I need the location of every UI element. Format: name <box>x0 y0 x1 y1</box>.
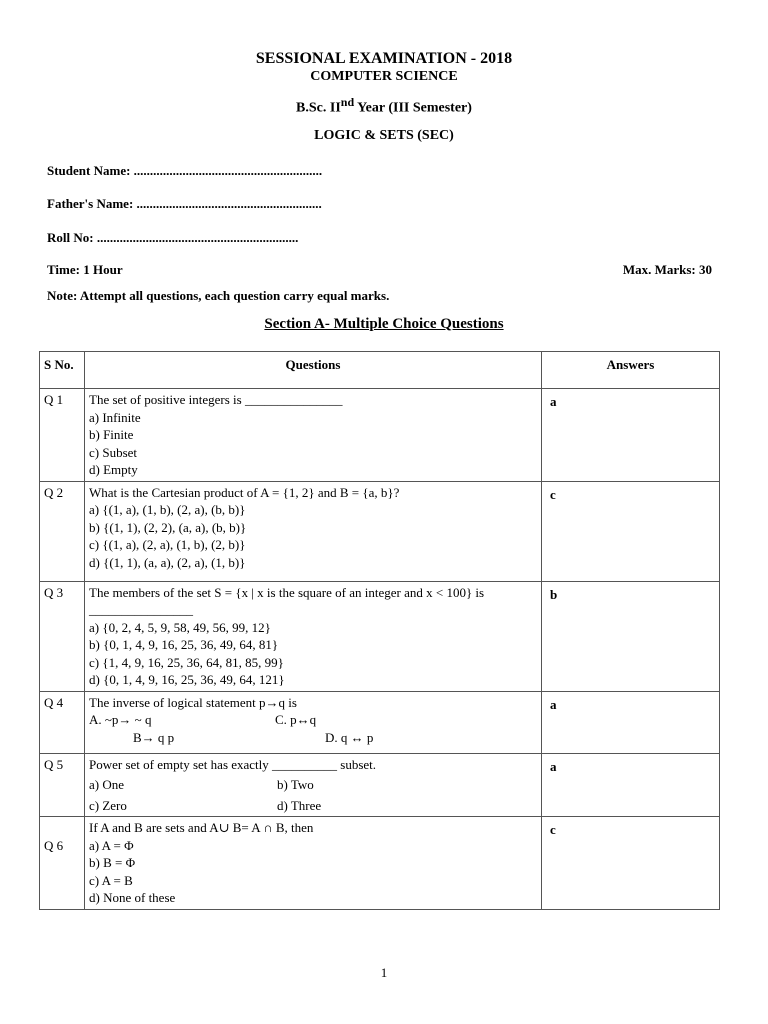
time-field: Time: 1 Hour <box>47 262 123 277</box>
question-number: Q 3 <box>40 581 85 691</box>
option: A. ~p→ ~ q <box>89 712 152 727</box>
question-body <box>85 481 542 581</box>
roll-no-field: Roll No: .............................................................. <box>47 230 299 245</box>
option: d) {0, 1, 4, 9, 16, 25, 36, 49, 64, 121} <box>89 672 285 687</box>
question-row-1 <box>40 389 720 482</box>
header-questions: Questions <box>85 352 542 389</box>
page-number: 1 <box>380 965 388 980</box>
question-number <box>40 817 85 910</box>
option: a) A = Φ <box>89 837 134 853</box>
header-sno: S No. <box>40 352 85 389</box>
class-suffix: Year (III Semester) <box>354 100 472 116</box>
table-header-row <box>40 352 720 389</box>
option-row <box>89 776 537 794</box>
answer-cell: a <box>542 389 720 482</box>
option: d) {(1, 1), (a, a), (2, a), (1, b)} <box>89 554 246 570</box>
option: B→ q p <box>133 729 175 745</box>
question-number: Q 4 <box>40 691 85 753</box>
question-body <box>85 389 542 482</box>
max-marks-field: Max. Marks: 30 <box>622 262 712 277</box>
student-name-field: Student Name: .......................................................... <box>47 163 323 178</box>
question-text: The set of positive integers is _______________ <box>89 392 343 407</box>
answer-cell: c <box>542 481 720 581</box>
question-row-2 <box>40 481 720 581</box>
option: c) {(1, a), (2, a), (1, b), (2, b)} <box>89 537 246 552</box>
question-text: The inverse of logical statement p→q is <box>89 694 297 710</box>
question-number: Q 5 <box>40 753 85 817</box>
answer-cell: b <box>542 581 720 691</box>
question-text: Power set of empty set has exactly __________ subset. <box>89 756 377 772</box>
class-title <box>0 95 768 117</box>
question-row-4 <box>40 691 720 753</box>
paper-title: LOGIC & SETS (SEC) <box>314 128 454 143</box>
question-number: Q 1 <box>40 389 85 482</box>
subject-title: COMPUTER SCIENCE <box>310 69 458 84</box>
father-name-field: Father's Name: ......................................................... <box>47 196 322 211</box>
option: C. p↔q <box>275 712 317 727</box>
option: D. q ↔ p <box>325 729 374 745</box>
option: a) {(1, a), (1, b), (2, a), (b, b)} <box>89 502 246 517</box>
option: c) A = B <box>89 872 133 888</box>
question-text: The members of the set S = {x | x is the square of an integer and x < 100} is ________________ <box>89 584 485 617</box>
class-prefix: B.Sc. II <box>296 100 341 116</box>
option: a) Infinite <box>89 409 141 425</box>
answer-cell: c <box>542 817 720 910</box>
exam-title: SESSIONAL EXAMINATION - 2018 <box>255 50 513 67</box>
question-body <box>85 817 542 910</box>
question-text: What is the Cartesian product of A = {1, 2} and B = {a, b}? <box>89 484 400 500</box>
question-row-5 <box>40 753 720 817</box>
option: b) B = Φ <box>89 855 136 870</box>
option: b) {(1, 1), (2, 2), (a, a), (b, b)} <box>89 519 247 535</box>
option: b) {0, 1, 4, 9, 16, 25, 36, 49, 64, 81} <box>89 637 279 652</box>
questions-table <box>39 351 720 910</box>
option: b) Two <box>277 777 314 792</box>
option-row <box>89 797 537 815</box>
option-row <box>89 711 537 729</box>
note-text: Note: Attempt all questions, each question carry equal marks. <box>47 288 390 303</box>
option-row <box>89 729 537 747</box>
question-row-3 <box>40 581 720 691</box>
section-title: Section A- Multiple Choice Questions <box>264 316 504 332</box>
option: d) None of these <box>89 890 176 905</box>
question-body <box>85 581 542 691</box>
question-body <box>85 753 542 817</box>
option: d) Empty <box>89 462 138 477</box>
question-row-6 <box>40 817 720 910</box>
question-number: Q 2 <box>40 481 85 581</box>
option: a) {0, 2, 4, 5, 9, 58, 49, 56, 99, 12} <box>89 619 271 635</box>
class-sup: nd <box>340 95 355 109</box>
option: d) Three <box>277 797 322 813</box>
question-text: If A and B are sets and A∪ B= A ∩ B, then <box>89 820 314 835</box>
answer-cell: a <box>542 753 720 817</box>
option: c) Subset <box>89 444 138 460</box>
option: c) Zero <box>89 797 127 813</box>
option: b) Finite <box>89 427 134 442</box>
answer-cell: a <box>542 691 720 753</box>
header-answers: Answers <box>542 352 720 389</box>
option: c) {1, 4, 9, 16, 25, 36, 64, 81, 85, 99} <box>89 654 284 670</box>
question-body <box>85 691 542 753</box>
option: a) One <box>89 777 125 792</box>
question-number-text: Q 6 <box>44 838 64 853</box>
